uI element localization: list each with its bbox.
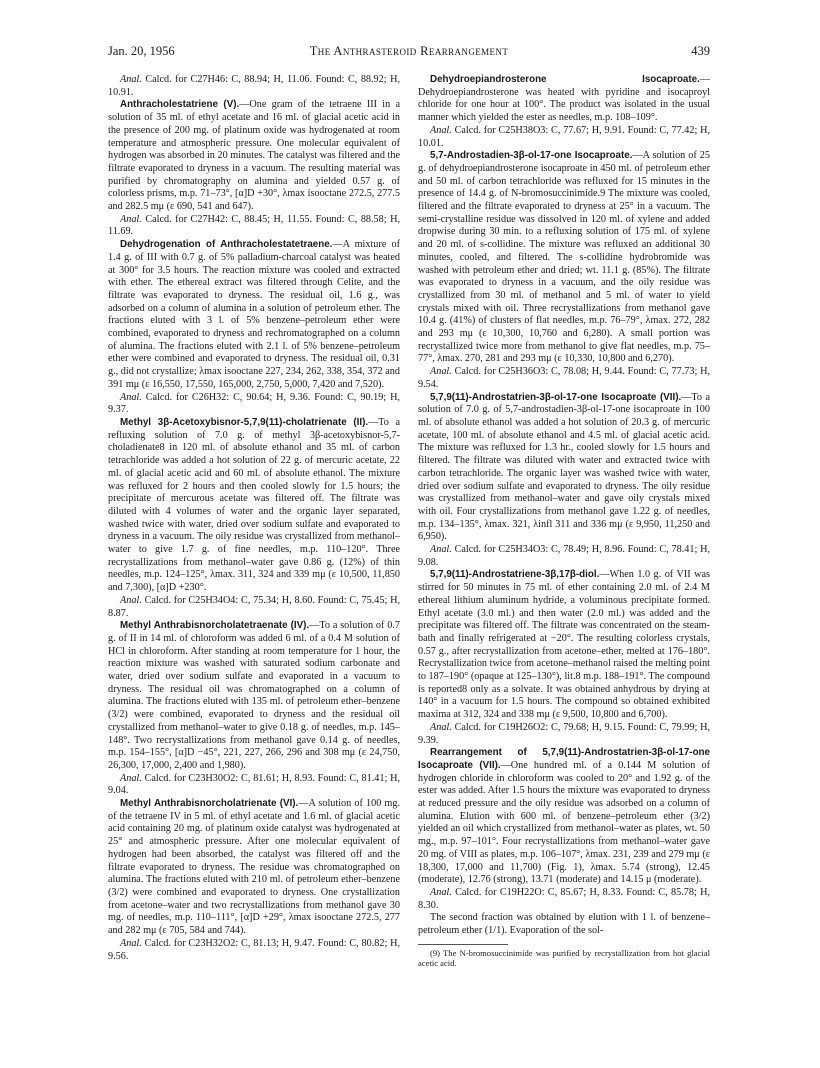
section-heading: Methyl Anthrabisnorcholatrienate (VI).	[120, 798, 299, 810]
paragraph-text: —Dehydroepiandrosterone was heated with pyridine and isocaproyl chloride for one hour at 100°. The product was isolated in the usual manner which yielded the ester as needles, m.p. 108–109°.	[418, 74, 710, 124]
paragraph-text: Calcd. for C25H34O4: C, 75.34; H, 8.60. Found: C, 75.45; H, 8.87.	[108, 594, 400, 619]
paragraph-text: —A solution of 25 g. of dehydroepiandrosterone isocaproate in 450 ml. of petroleum ether and 50 ml. of carbon tetrachloride was refluxed for 15 minutes in the presence of 14.4 g. of N-bromosuccinimide.9 The mixture was cooled, filtered and the filtrate evaporated to dryness at 25° in a vacuum. The semi-crystalline residue was dissolved in 120 ml. of xylene and added dropwise during 30 min. to a refluxing solution of 175 ml. of xylene and 20 ml. of s-collidine. The mixture was refluxed an additional 30 minutes, cooled, and filtered. The s-collidine hydrobromide was washed with petroleum ether and dried; wt. 11.1 g. (85%). The filtrate was evaporated to dryness in a vacuum, and the oily residue was crystallized from 30 ml. of methanol and 5 ml. of water to yield crystals mixed with oil. Three recrystallizations from methanol gave 10.4 g. (41%) of clusters of flat needles, m.p. 76–79°, λmax. 272, 282 and 293 mμ (ε 10,300, 10,760 and 6,280). A small portion was recrystallized twice more from methanol to give flat needles, m.p. 75–77°, λmax. 270, 281 and 293 mμ (ε 10,330, 10,800 and 6,270).	[418, 150, 710, 365]
paragraph	[418, 544, 710, 569]
paragraph	[108, 239, 400, 391]
paragraph	[418, 747, 710, 887]
paragraph-text: Calcd. for C25H36O3: C, 78.08; H, 9.44. Found: C, 77.73; H, 9.54.	[418, 366, 710, 390]
paragraph-text: —A mixture of 1.4 g. of III with 0.7 g. of 5% palladium-charcoal catalyst was heated at 300° for 3.5 hours. The reaction mixture was cooled and extracted with ether. The ethereal extract was filtered through Celite, and the filtrate was evaporated to dryness. The residual oil, 1.6 g., was adsorbed on a column of alumina in a solution of petroleum ether. The fractions eluted with 3 l. of 5% benzene–petroleum ether were combined, evaporated to dryness and rechromatographed on a column of alumina. The fractions eluted with 2.1 l. of 5% benzene–petroleum ether were combined and evaporated to dryness. The residual oil, 0.31 g., did not crystallize; λmax isooctane 227, 234, 262, 338, 354, 372 and 391 mμ (ε 16,550, 17,550, 165,000, 2,750, 5,000, 7,420 and 7,520).	[108, 239, 400, 390]
paragraph	[108, 798, 400, 938]
header-title: The Anthrasteroid Rearrangement	[309, 44, 509, 58]
paragraph	[418, 912, 710, 937]
header-date: Jan. 20, 1956	[108, 44, 175, 58]
paragraph-text: Calcd. for C26H32: C, 90.64; H, 9.36. Found: C, 90.19; H, 9.37.	[108, 391, 400, 416]
paragraph-text: Calcd. for C25H34O3: C, 78.49; H, 8.96. Found: C, 78.41; H, 9.08.	[418, 544, 710, 568]
paragraph-text: Calcd. for C25H38O3: C, 77.67; H, 9.91. Found: C, 77.42; H, 10.01.	[418, 124, 710, 149]
paragraph	[108, 417, 400, 595]
paragraph	[108, 595, 400, 620]
paragraph	[108, 620, 400, 772]
paragraph-text: The second fraction was obtained by elution with 1 l. of benzene–petroleum ether (1/1). Evaporation of the sol-	[418, 912, 710, 937]
paragraph-text: —One hundred ml. of a 0.144 M solution of hydrogen chloride in chloroform was cooled to 20° and 1.92 g. of the ester was added. After 1.5 hours the mixture was evaporated to dryness at reduced pressure and the oily residue was adsorbed on a column of alumina. Elution with 600 ml. of benzene–petroleum ether (3/2) yielded an oil which crystallized from methanol–water as plates, wt. 50 mg., m.p. 97–101°. Four recrystallizations from methanol–water gave 20 mg. of VIII as plates, m.p. 106–107°, λmax. 231, 239 and 279 mμ (ε 18,300, 17,000 and 11,700) (Fig. 1), λmax. 5.74 (strong), 12.45 (moderate), 12.76 (strong), 13.71 (moderate) and 14.15 μ (moderate).	[418, 759, 710, 886]
section-heading: Dehydrogenation of Anthracholestatetraene.	[120, 239, 333, 251]
paragraph-text: Calcd. for C23H32O2: C, 81.13; H, 9.47. Found: C, 80.82; H, 9.56.	[108, 937, 400, 962]
paragraph-text: Calcd. for C23H30O2: C, 81.61; H, 8.93. Found: C, 81.41; H, 9.04.	[108, 772, 400, 797]
paragraph	[108, 214, 400, 239]
section-heading: Dehydroepiandrosterone Isocaproate.	[430, 74, 700, 85]
analysis-label: Anal.	[120, 391, 142, 403]
paragraph	[108, 99, 400, 213]
paragraph-text: Calcd. for C19H22O: C, 85.67; H, 8.33. Found: C, 85.78; H, 8.30.	[418, 887, 710, 911]
section-heading: Rearrangement of 5,7,9(11)-Androstatrien-3β-ol-17-one Isocaproate (VII).	[418, 747, 710, 771]
paragraph-text: —To a refluxing solution of 7.0 g. of methyl 3β-acetoxybisnor-5,7-choladienate8 in 120 ml. of absolute ethanol and 35 ml. of carbon tetrachloride was added a hot solution of 22 g. of mercuric acetate, 22 ml. of glacial acetic acid and 60 ml. of absolute ethanol. The mixture was refluxed for 2 hours and then cooled slowly for 1.5 hours; the precipitate of mercurous acetate was filtered off. The filtrate was diluted with 4 volumes of water and the organic layer separated, washed twice with water, dried over sodium sulfate and evaporated to dryness in a vacuum. The oily residue was crystallized from methanol–water to give 1.7 g. of fine needles, m.p. 110–120°. Three recrystallizations from methanol–water gave 0.86 g. (12%) of thin needles, m.p. 124–125°, λmax. 311, 324 and 339 mμ (ε 10,500, 11,850 and 7,300), [α]D +230°.	[108, 416, 400, 594]
paragraph	[108, 773, 400, 798]
paragraph	[418, 392, 710, 544]
analysis-label: Anal.	[120, 213, 142, 225]
page-number: 439	[691, 44, 710, 58]
paragraph-text: Calcd. for C27H42: C, 88.45; H, 11.55. Found: C, 88.58; H, 11.69.	[108, 213, 400, 238]
paragraph-text: —When 1.0 g. of VII was stirred for 50 minutes in 75 ml. of ether containing 2.0 ml. of 2.4 M ethereal lithium aluminum hydride, a voluminous precipitate formed. Ethyl acetate (3.0 ml.) and then water (2.0 ml.) was added and the precipitate was filtered off. The filtrate was concentrated on the steam-bath and finally refrigerated at −20°. The resulting colorless crystals, 0.57 g., after recrystallization from acetone–ether, melted at 176–180°. Recrystallization twice from acetone–methanol raised the melting point to 187–190° (opaque at 125–130°), lit.8 m.p. 188–191°. The compound is reported8 only as a solvate. It was obtained anhydrous by drying at 140° in a vacuum for 1.5 hours. The compound so obtained exhibited maxima at 312, 324 and 338 mμ (ε 9,500, 10,800 and 6,700).	[418, 569, 710, 721]
section-heading: 5,7,9(11)-Androstatrien-3β-ol-17-one Isocaproate (VII).	[430, 391, 682, 403]
paragraph	[418, 74, 710, 125]
paragraph	[418, 887, 710, 912]
right-column	[418, 74, 710, 1046]
analysis-label: Anal.	[430, 544, 452, 556]
paragraph	[108, 392, 400, 417]
paragraph-text: —A solution of 100 mg. of the tetraene IV in 5 ml. of ethyl acetate and 1.6 ml. of glacial acetic acid containing 20 mg. of platinum oxide catalyst was hydrogenated at 25° and atmospheric pressure. After one molecular equivalent of hydrogen had been absorbed, the catalyst was filtered off and the filtrate evaporated to dryness. The residue was chromatographed on alumina. The fractions eluted with 210 ml. of petroleum ether–benzene (3/2) were combined and evaporated to dryness. One crystallization from acetone–water and two recrystallizations from methanol gave 30 mg. of needles, m.p. 110–111°, [α]D +29°, λmax isooctane 272.5, 277 and 282 mμ (ε 705, 584 and 744).	[108, 798, 400, 937]
analysis-label: Anal.	[430, 366, 452, 378]
analysis-label: Anal.	[120, 937, 142, 949]
running-header	[108, 44, 710, 64]
left-column	[108, 74, 400, 1046]
paragraph	[108, 938, 400, 963]
paragraph	[418, 722, 710, 747]
right-column-body	[418, 74, 710, 938]
analysis-label: Anal.	[120, 74, 142, 85]
footnote-rule	[418, 944, 508, 945]
paragraph	[418, 569, 710, 721]
paragraph	[418, 366, 710, 391]
paragraph	[108, 74, 400, 99]
analysis-label: Anal.	[120, 594, 142, 606]
analysis-label: Anal.	[120, 772, 142, 784]
paragraph-text: —To a solution of 0.7 g. of II in 14 ml. of chloroform was added 6 ml. of a 0.4 M solution of HCl in chloroform. After standing at room temperature for 1 hour, the reaction mixture was washed with saturated sodium carbonate and water, dried over sodium sulfate and evaporated in a vacuum to dryness. The residual oil was chromatographed on a column of alumina. The fractions eluted with 135 ml. of petroleum ether–benzene (3/2) were combined, evaporated to dryness and the residual oil crystallized from methanol–water to give 0.18 g. of needles, m.p. 145–148°. Two recrystallizations from methanol gave 0.14 g. of needles, m.p. 154–155°, [α]D −45°, 221, 227, 266, 296 and 308 mμ (ε 24,750, 26,300, 17,000, 2,400 and 1,980).	[108, 620, 400, 771]
paragraph-text: Calcd. for C27H46: C, 88.94; H, 11.06. Found: C, 88.92; H, 10.91.	[108, 74, 400, 98]
analysis-label: Anal.	[430, 124, 452, 136]
paragraph-text: —To a solution of 7.0 g. of 5,7-androstadien-3β-ol-17-one isocaproate in 100 ml. of absolute ethanol was added a hot solution of 20.3 g. of mercuric acetate, 100 ml. of absolute ethanol and 4.5 ml. of glacial acetic acid. The mixture was refluxed for 1.3 hr., cooled slowly for 1.5 hours and filtered. The filtrate was diluted with water and extracted twice with carbon tetrachloride. The organic layer was washed twice with water, dried over sodium sulfate and evaporated to dryness. The oily residue was crystallized from methanol–water and gave oily crystals mixed with oil. Four crystallizations from methanol gave 1.22 g. of needles, m.p. 134–135°, λmax. 321, λinfl 311 and 336 mμ (ε 9,950, 11,250 and 6,950).	[418, 391, 710, 543]
section-heading: 5,7,9(11)-Androstatriene-3β,17β-diol.	[430, 569, 600, 581]
section-heading: Methyl 3β-Acetoxybisnor-5,7,9(11)-cholatrienate (II).	[120, 416, 369, 428]
section-heading: Methyl Anthrabisnorcholatetraenate (IV).	[120, 620, 310, 632]
paragraph	[418, 150, 710, 366]
section-heading: 5,7-Androstadien-3β-ol-17-one Isocaproate.	[430, 150, 633, 162]
paragraph-text: —One gram of the tetraene III in a solution of 35 ml. of ethyl acetate and 16 ml. of glacial acetic acid in the presence of 200 mg. of platinum oxide was hydrogenated at room temperature and atmospheric pressure. One molecular equivalent of hydrogen was absorbed in 20 minutes. The catalyst was filtered and the filtrate evaporated to dryness in a vacuum. The resulting material was purified by chromatography on alumina and yielded 0.57 g. of colorless prisms, m.p. 71–73°, [α]D +30°, λmax isooctane 272.5, 277.5 and 282.5 mμ (ε 690, 541 and 647).	[108, 99, 400, 213]
analysis-label: Anal.	[430, 721, 452, 733]
footnote: (9) The N-bromosuccinimide was purified by recrystallization from hot glacial acetic acid.	[418, 947, 710, 969]
paragraph	[418, 125, 710, 150]
paragraph-text: Calcd. for C19H26O2: C, 79.68; H, 9.15. Found: C, 79.99; H, 9.39.	[418, 721, 710, 746]
analysis-label: Anal.	[430, 887, 452, 898]
section-heading: Anthracholestatriene (V).	[120, 99, 240, 111]
